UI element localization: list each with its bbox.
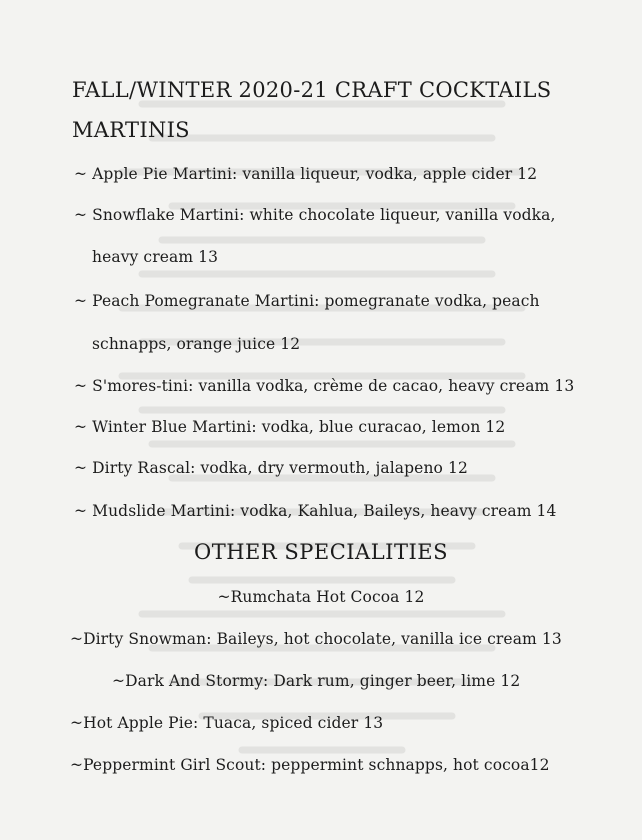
martini-item-continuation: heavy cream 13 [92, 248, 219, 266]
specialty-item: ~Rumchata Hot Cocoa 12 [217, 588, 425, 606]
other-specialities-heading: OTHER SPECIALITIES [194, 540, 448, 564]
specialty-item: ~Peppermint Girl Scout: peppermint schnapps, hot cocoa12 [70, 756, 550, 774]
martinis-heading: MARTINIS [72, 118, 190, 142]
martini-item: ~ S'mores-tini: vanilla vodka, crème de cacao, heavy cream 13 [74, 377, 575, 395]
martini-item-continuation: schnapps, orange juice 12 [92, 335, 301, 353]
specialty-item: ~Dark And Stormy: Dark rum, ginger beer, lime 12 [112, 672, 521, 690]
martini-item: ~ Snowflake Martini: white chocolate liqueur, vanilla vodka, [74, 206, 556, 224]
martini-item: ~ Dirty Rascal: vodka, dry vermouth, jalapeno 12 [74, 459, 468, 477]
martini-item: ~ Peach Pomegranate Martini: pomegranate vodka, peach [74, 292, 540, 310]
specialty-item: ~Hot Apple Pie: Tuaca, spiced cider 13 [70, 714, 384, 732]
menu-title: FALL/WINTER 2020-21 CRAFT COCKTAILS [72, 78, 552, 102]
martini-item: ~ Mudslide Martini: vodka, Kahlua, Baileys, heavy cream 14 [74, 502, 557, 520]
martini-item: ~ Winter Blue Martini: vodka, blue curacao, lemon 12 [74, 418, 506, 436]
specialty-item: ~Dirty Snowman: Baileys, hot chocolate, vanilla ice cream 13 [70, 630, 562, 648]
martini-item: ~ Apple Pie Martini: vanilla liqueur, vodka, apple cider 12 [74, 165, 538, 183]
